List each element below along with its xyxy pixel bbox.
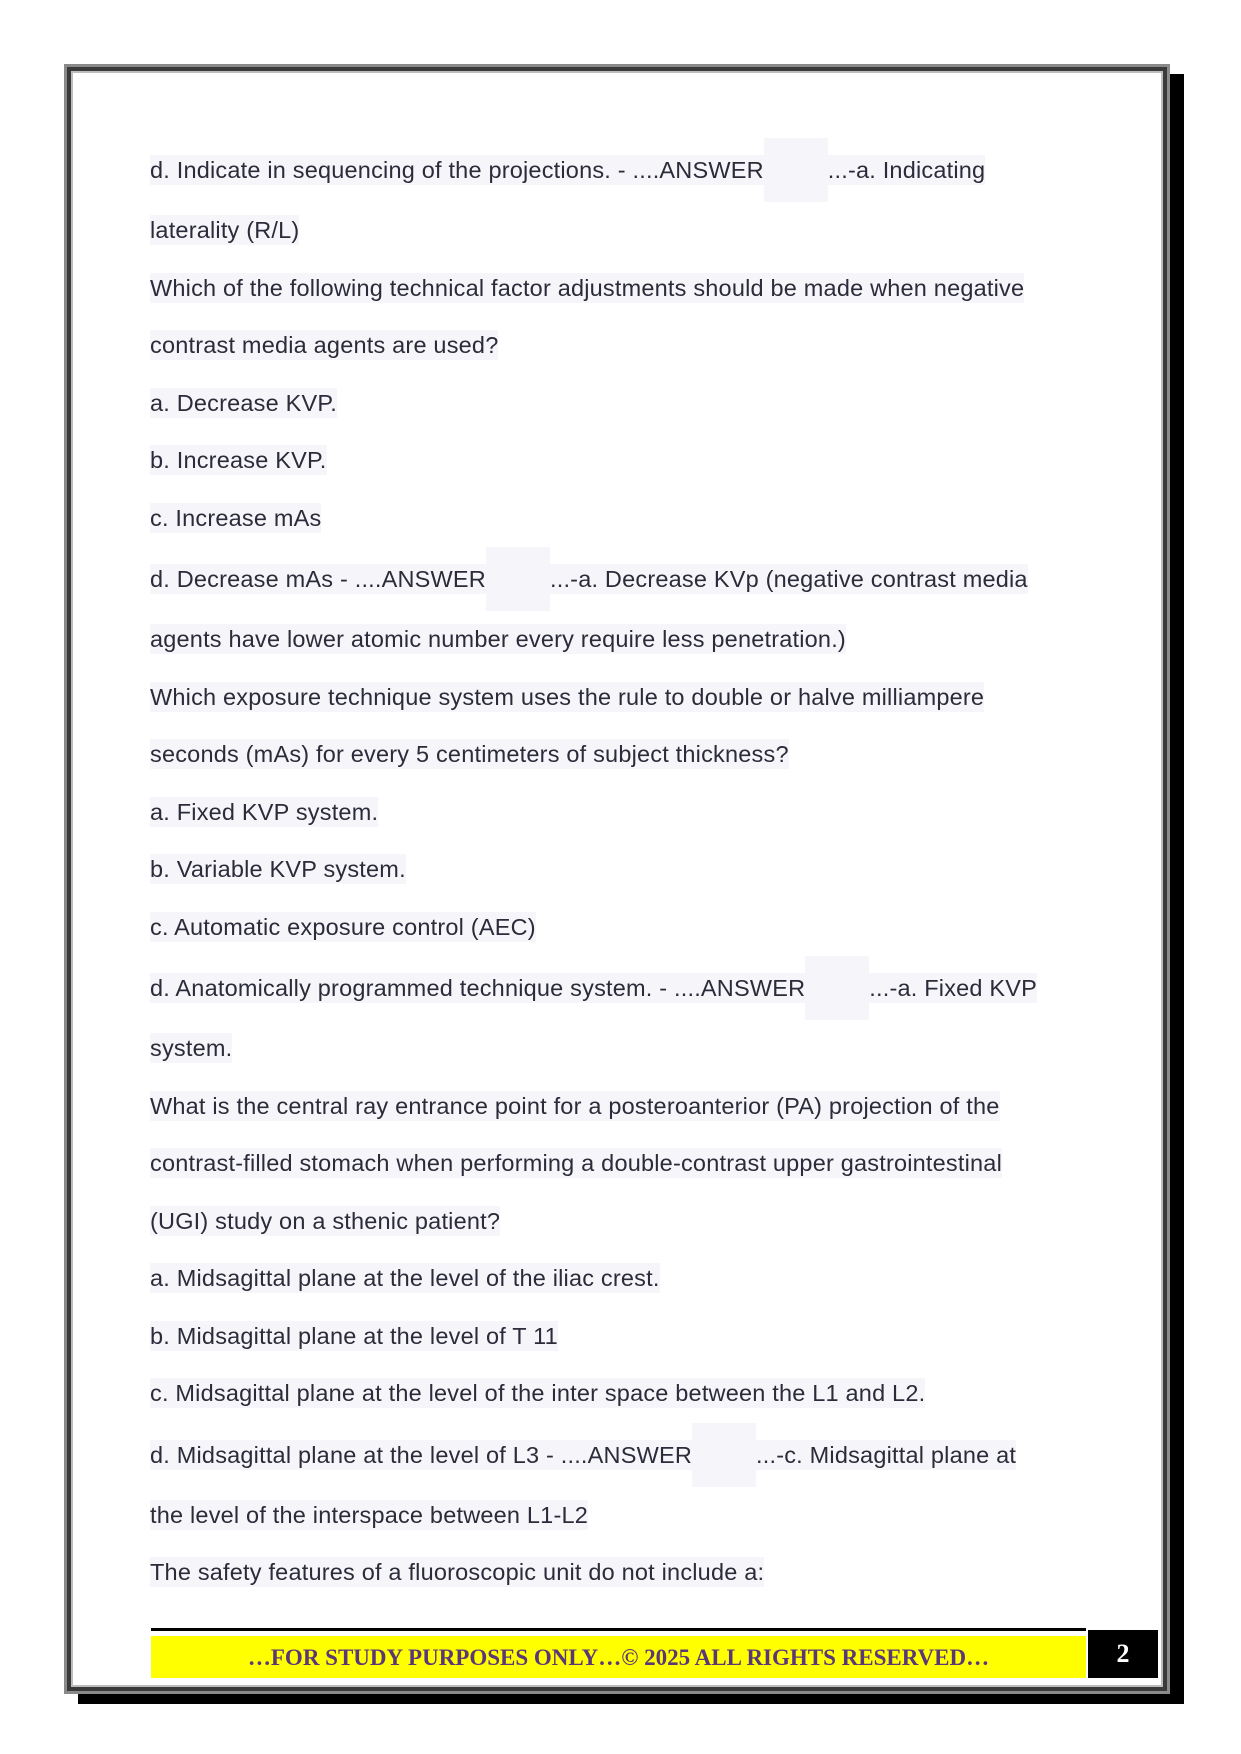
text-line bbox=[150, 260, 1080, 318]
answer-gap bbox=[486, 547, 550, 611]
question-option-text: d. Indicate in sequencing of the projections. - ....ANSWER bbox=[150, 157, 764, 183]
line-text: agents have lower atomic number every require less penetration.) bbox=[150, 626, 846, 652]
line-text: Which of the following technical factor adjustments should be made when negative bbox=[150, 274, 1025, 301]
answer-text: ...-a. Indicating bbox=[827, 157, 986, 183]
answer-line bbox=[150, 138, 1080, 202]
line-text: a. Midsagittal plane at the level of the iliac crest. bbox=[150, 1265, 660, 1291]
text-line bbox=[150, 1365, 1080, 1423]
text-line bbox=[150, 202, 1080, 260]
text-line bbox=[150, 611, 1080, 669]
answer-gap bbox=[805, 956, 869, 1020]
text-line bbox=[150, 841, 1080, 899]
text-line bbox=[150, 1135, 1080, 1193]
line-text: c. Midsagittal plane at the level of the inter space between the L1 and L2. bbox=[150, 1380, 926, 1406]
answer-text: ...-a. Fixed KVP bbox=[869, 975, 1038, 1001]
text-line bbox=[150, 317, 1080, 375]
answer-gap bbox=[692, 1423, 756, 1487]
line-text: laterality (R/L) bbox=[150, 217, 300, 243]
text-line bbox=[150, 1020, 1080, 1078]
answer-line bbox=[150, 547, 1080, 611]
document-body bbox=[150, 138, 1080, 1602]
line-text: a. Fixed KVP system. bbox=[150, 798, 379, 825]
line-text: b. Variable KVP system. bbox=[150, 856, 406, 882]
line-text: (UGI) study on a sthenic patient? bbox=[150, 1207, 501, 1234]
line-text: Which exposure technique system uses the rule to double or halve milliampere bbox=[150, 683, 985, 710]
line-text: a. Decrease KVP. bbox=[150, 389, 337, 416]
text-line bbox=[150, 726, 1080, 784]
text-line bbox=[150, 1193, 1080, 1251]
text-line bbox=[150, 1308, 1080, 1366]
line-text: b. Midsagittal plane at the level of T 11 bbox=[150, 1322, 558, 1349]
line-text: contrast-filled stomach when performing a double-contrast upper gastrointestinal bbox=[150, 1150, 1002, 1176]
answer-gap bbox=[764, 138, 828, 202]
text-line bbox=[150, 669, 1080, 727]
line-text: the level of the interspace between L1-L2 bbox=[150, 1501, 589, 1528]
line-text: b. Increase KVP. bbox=[150, 447, 327, 473]
text-line bbox=[150, 1544, 1080, 1602]
text-line bbox=[150, 1487, 1080, 1545]
text-line bbox=[150, 375, 1080, 433]
page-number: 2 bbox=[1088, 1630, 1158, 1678]
footer-notice: …FOR STUDY PURPOSES ONLY…© 2025 ALL RIGHTS RESERVED… bbox=[151, 1636, 1086, 1678]
answer-line bbox=[150, 1423, 1080, 1487]
line-text: c. Automatic exposure control (AEC) bbox=[150, 913, 536, 940]
answer-text: ...-a. Decrease KVp (negative contrast media bbox=[549, 566, 1028, 592]
question-option-text: d. Decrease mAs - ....ANSWER bbox=[150, 566, 486, 592]
answer-line bbox=[150, 956, 1080, 1020]
answer-text: ...-c. Midsagittal plane at bbox=[756, 1441, 1017, 1468]
text-line bbox=[150, 432, 1080, 490]
line-text: system. bbox=[150, 1035, 233, 1061]
line-text: What is the central ray entrance point for a posteroanterior (PA) projection of the bbox=[150, 1092, 1000, 1119]
line-text: The safety features of a fluoroscopic unit do not include a: bbox=[150, 1559, 765, 1585]
text-line bbox=[150, 784, 1080, 842]
question-option-text: d. Midsagittal plane at the level of L3 - ....ANSWER bbox=[150, 1441, 693, 1468]
question-option-text: d. Anatomically programmed technique system. - ....ANSWER bbox=[150, 975, 806, 1001]
line-text: seconds (mAs) for every 5 centimeters of subject thickness? bbox=[150, 741, 789, 767]
text-line bbox=[150, 1250, 1080, 1308]
text-line bbox=[150, 490, 1080, 548]
line-text: c. Increase mAs bbox=[150, 504, 322, 531]
text-line bbox=[150, 899, 1080, 957]
text-line bbox=[150, 1078, 1080, 1136]
line-text: contrast media agents are used? bbox=[150, 332, 499, 358]
footer-rule bbox=[151, 1628, 1086, 1631]
